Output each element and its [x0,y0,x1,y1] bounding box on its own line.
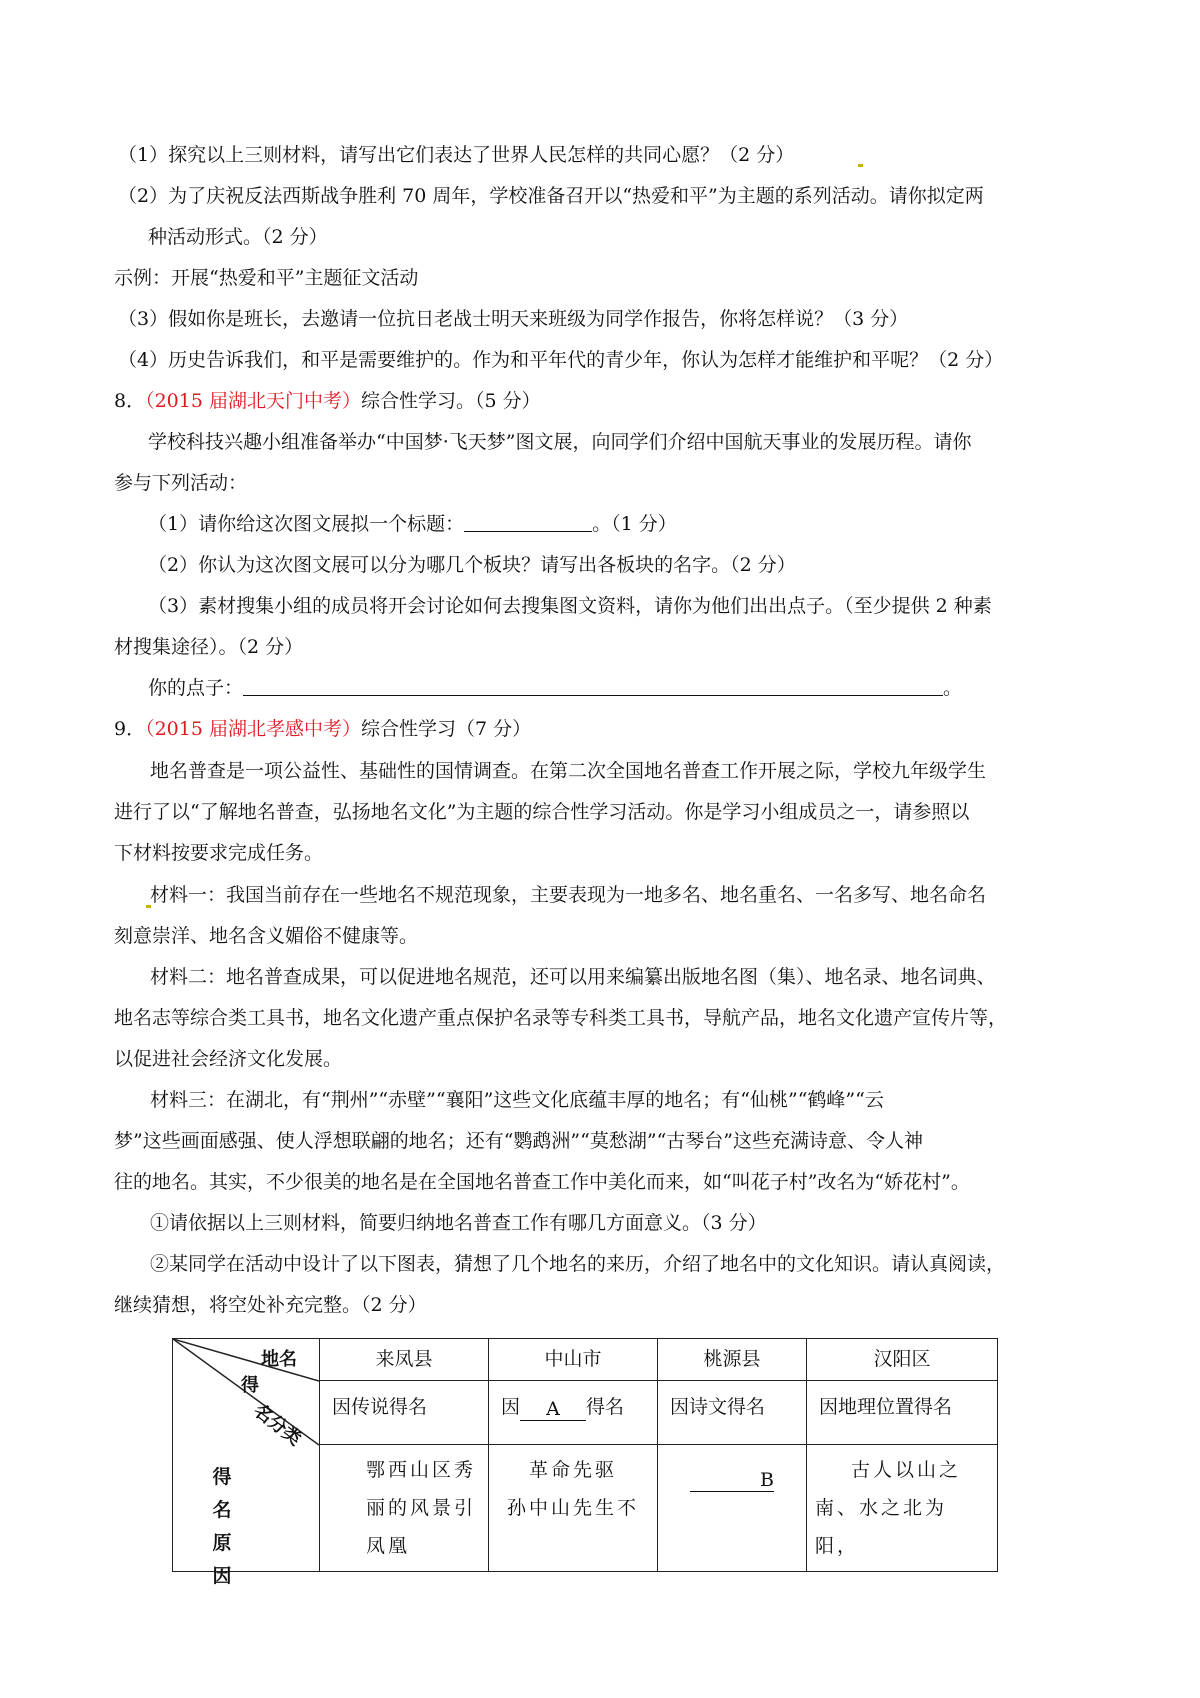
q9-source: （2015 届湖北孝感中考） [145,718,361,740]
idea-end: 。 [943,677,963,699]
q8-sub3-line2: 材搜集途径）。（2 分） [114,636,304,658]
category-text: 因诗文得名 [670,1396,766,1418]
q9-title: 综合性学习（7 分） [361,718,532,740]
q9-intro-line3: 下材料按要求完成任务。 [114,842,324,864]
idea-label: 你的点子： [148,677,244,699]
blank-b[interactable]: B [690,1469,774,1492]
q8-source: （2015 届湖北天门中考） [145,390,361,412]
q7-sub3: （3）假如你是班长，去邀请一位抗日老战士明天来班级为同学作报告，你将怎样说？（3 分） [118,308,909,330]
material-3-line3: 往的地名。其实，不少很美的地名是在全国地名普查工作中美化而来，如“叫花子村”改名为“娇花村”。 [114,1171,970,1193]
corner-header-place: 地名 [261,1349,297,1370]
reason-cell [658,1445,807,1572]
q8-number: 8． [114,390,146,412]
q8-idea-row [148,673,962,703]
category-cell [489,1381,658,1445]
place-name: 来凤县 [375,1348,433,1370]
reason-line: 丽的风景引凤凰 [366,1497,477,1557]
side-char-2: 名 [212,1499,232,1521]
side-char-3: 原 [212,1532,232,1554]
category-cell [320,1381,489,1445]
reason-cell [320,1445,489,1572]
material-2-line2: 地名志等综合类工具书，地名文化遗产重点保护名录等专科类工具书，导航产品，地名文化遗产宣传片等， [114,1007,1008,1029]
task-1: ①请依据以上三则材料，简要归纳地名普查工作有哪几方面意义。（3 分） [150,1212,767,1234]
place-name-cell [658,1339,807,1381]
q8-intro-line1: 学校科技兴趣小组准备举办“中国梦·飞天梦”图文展，向同学们介绍中国航天事业的发展历程。请你 [148,431,972,453]
q7-example: 示例：开展“热爱和平”主题征文活动 [114,267,419,289]
place-name-cell [320,1339,489,1381]
q7-sub4: （4）历史告诉我们，和平是需要维护的。作为和平年代的青少年，你认为怎样才能维护和平呢？（2 分） [118,349,1004,371]
q8-sub1 [148,509,677,539]
reason-cell [807,1445,998,1572]
category-text-suffix: 得名 [586,1396,625,1418]
side-char-1: 得 [212,1466,232,1488]
table-corner-cell [173,1339,320,1587]
side-char-4: 因 [212,1565,232,1587]
q7-sub2-line1: （2）为了庆祝反法西斯战争胜利 70 周年，学校准备召开以“热爱和平”为主题的系列活动。请你拟定两 [118,185,984,207]
category-cell [658,1381,807,1445]
q9-header [114,714,531,744]
place-name-cell [489,1339,658,1381]
material-3-line1: 材料三：在湖北，有“荆州”“赤壁”“襄阳”这些文化底蕴丰厚的地名；有“仙桃”“鹤峰”“云 [150,1089,884,1111]
q7-sub1: （1）探究以上三则材料，请写出它们表达了世界人民怎样的共同心愿？（2 分） [118,144,795,166]
reason-line: 鄂西山区秀 [366,1459,477,1481]
corner-side-label [211,1461,233,1593]
material-2-line1: 材料二：地名普查成果，可以促进地名规范，还可以用来编纂出版地名图（集）、地名录、地名词典、 [150,966,996,988]
category-text: 因地理位置得名 [819,1396,953,1418]
blank-a[interactable]: A [520,1398,586,1421]
q9-intro-line1: 地名普查是一项公益性、基础性的国情调查。在第二次全国地名普查工作开展之际，学校九年级学生 [150,760,987,782]
corner-header-cat-1: 得 [241,1375,259,1396]
highlight-mark [858,164,863,167]
q8-intro-line2: 参与下列活动： [114,472,248,494]
q9-number: 9． [114,718,146,740]
reason-line: 南、水之北为阳， [815,1497,948,1557]
q7-sub2-line2: 种活动形式。（2 分） [148,226,328,248]
reason-line: 古人以山之 [851,1459,962,1481]
material-2-line3: 以促进社会经济文化发展。 [114,1048,343,1070]
place-name-table [172,1338,998,1587]
material-1-line1: 材料一：我国当前存在一些地名不规范现象，主要表现为一地多名、地名重名、一名多写、地名命名 [150,884,987,906]
reason-line: 孙中山先生不 [506,1497,639,1519]
title-answer-blank[interactable] [464,511,592,532]
reason-cell [489,1445,658,1572]
idea-answer-blank[interactable] [243,675,943,696]
q8-title: 综合性学习。（5 分） [361,390,541,412]
q8-header [114,386,541,416]
material-3-line2: 梦”这些画面感强、使人浮想联翩的地名；还有“鹦鹉洲”“莫愁湖”“古琴台”这些充满诗意、令人神 [114,1130,923,1152]
category-cell [807,1381,998,1445]
category-text-prefix: 因 [501,1396,521,1418]
place-name-cell [807,1339,998,1381]
q9-intro-line2: 进行了以“了解地名普查，弘扬地名文化”为主题的综合性学习活动。你是学习小组成员之一，请参照以 [114,801,970,823]
task-2-line1: ②某同学在活动中设计了以下图表，猜想了几个地名的来历，介绍了地名中的文化知识。请认真阅读， [150,1253,1006,1275]
place-name: 汉阳区 [873,1348,931,1370]
task-2-line2: 继续猜想，将空处补充完整。（2 分） [114,1294,427,1316]
material-1-line2: 刻意崇洋、地名含义媚俗不健康等。 [114,925,419,947]
corner-header-cat-2: 名分类 [249,1400,306,1450]
q8-sub3-line1: （3）素材搜集小组的成员将开会讨论如何去搜集图文资料，请你为他们出出点子。（至少提供 2 种素 [148,595,992,617]
q8-sub1-score: 。（1 分） [592,513,677,535]
q8-sub1-prompt: （1）请你给这次图文展拟一个标题： [148,513,465,535]
category-text: 因传说得名 [332,1396,428,1418]
place-name: 桃源县 [703,1348,761,1370]
place-name: 中山市 [544,1348,602,1370]
reason-line: 革命先驱 [528,1459,617,1481]
q8-sub2: （2）你认为这次图文展可以分为哪几个板块？请写出各板块的名字。（2 分） [148,554,796,576]
